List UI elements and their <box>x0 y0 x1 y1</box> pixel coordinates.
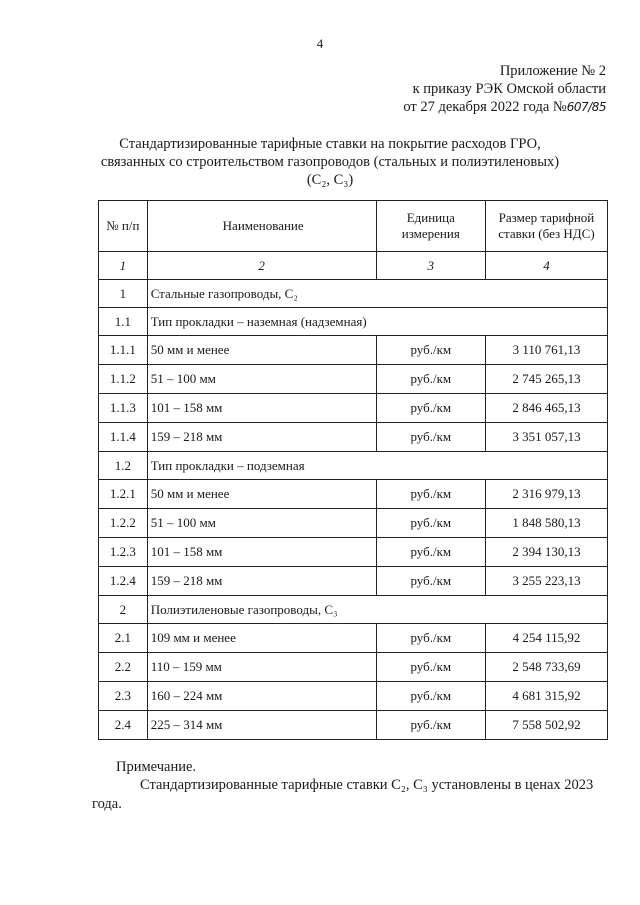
section-row <box>99 596 608 624</box>
row-unit: руб./км <box>376 682 485 711</box>
page-number: 4 <box>316 36 324 51</box>
row-num: 1.1.4 <box>99 423 148 452</box>
row-unit: руб./км <box>376 394 485 423</box>
row-rate: 1 848 580,13 <box>485 509 607 538</box>
tariff-table <box>98 200 608 740</box>
row-unit: руб./км <box>376 624 485 653</box>
row-num: 1.1 <box>99 308 148 336</box>
appendix-line-2: к приказу РЭК Омской области <box>412 81 606 97</box>
row-num: 1.1.1 <box>99 336 148 365</box>
row-num: 2.3 <box>99 682 148 711</box>
row-rate: 2 548 733,69 <box>485 653 607 682</box>
row-num: 1 <box>99 280 148 308</box>
row-name: 159 – 218 мм <box>147 423 376 452</box>
note-text <box>92 776 616 814</box>
header-rate: Размер тарифной ставки (без НДС) <box>485 201 607 252</box>
row-rate: 4 254 115,92 <box>485 624 607 653</box>
header-name: Наименование <box>147 201 376 252</box>
row-rate: 2 745 265,13 <box>485 365 607 394</box>
table-row <box>99 336 608 365</box>
row-unit: руб./км <box>376 509 485 538</box>
row-num: 1.2.3 <box>99 538 148 567</box>
row-unit: руб./км <box>376 365 485 394</box>
table-row <box>99 480 608 509</box>
index-cell: 3 <box>376 252 485 280</box>
index-cell: 1 <box>99 252 148 280</box>
table-row <box>99 509 608 538</box>
row-rate: 3 255 223,13 <box>485 567 607 596</box>
index-cell: 4 <box>485 252 607 280</box>
row-name: 51 – 100 мм <box>147 509 376 538</box>
row-name: 101 – 158 мм <box>147 394 376 423</box>
section-name: Полиэтиленовые газопроводы, С₃ <box>147 596 607 624</box>
row-name: 109 мм и менее <box>147 624 376 653</box>
row-unit: руб./км <box>376 480 485 509</box>
row-rate: 2 316 979,13 <box>485 480 607 509</box>
row-num: 2 <box>99 596 148 624</box>
section-row <box>99 452 608 480</box>
table-row <box>99 682 608 711</box>
row-unit: руб./км <box>376 538 485 567</box>
table-row <box>99 567 608 596</box>
title-line-2: связанных со строительством газопроводов (стальных и полиэтиленовых) <box>100 154 560 170</box>
document-title <box>60 135 600 189</box>
appendix-line-3 <box>403 98 606 116</box>
row-name: 50 мм и менее <box>147 480 376 509</box>
row-num: 2.2 <box>99 653 148 682</box>
row-unit: руб./км <box>376 711 485 740</box>
row-name: 110 – 159 мм <box>147 653 376 682</box>
row-num: 2.1 <box>99 624 148 653</box>
row-unit: руб./км <box>376 653 485 682</box>
row-unit: руб./км <box>376 567 485 596</box>
row-name: 101 – 158 мм <box>147 538 376 567</box>
table-row <box>99 423 608 452</box>
row-name: 160 – 224 мм <box>147 682 376 711</box>
note-text-line-2: года. <box>92 796 122 812</box>
section-name: Тип прокладки – подземная <box>147 452 607 480</box>
row-rate: 2 846 465,13 <box>485 394 607 423</box>
row-rate: 4 681 315,92 <box>485 682 607 711</box>
row-num: 2.4 <box>99 711 148 740</box>
table-row <box>99 538 608 567</box>
row-name: 225 – 314 мм <box>147 711 376 740</box>
header-unit: Единица измерения <box>376 201 485 252</box>
title-line-1: Стандартизированные тарифные ставки на покрытие расходов ГРО, <box>119 136 541 152</box>
row-unit: руб./км <box>376 423 485 452</box>
header-num: № п/п <box>99 201 148 252</box>
appendix-date: от 27 декабря 2022 года № <box>403 99 567 115</box>
row-name: 50 мм и менее <box>147 336 376 365</box>
row-rate: 3 110 761,13 <box>485 336 607 365</box>
row-num: 1.1.2 <box>99 365 148 394</box>
row-rate: 7 558 502,92 <box>485 711 607 740</box>
section-row <box>99 280 608 308</box>
row-unit: руб./км <box>376 336 485 365</box>
table-row <box>99 394 608 423</box>
column-index-row <box>99 252 608 280</box>
row-num: 1.2.1 <box>99 480 148 509</box>
table-row <box>99 365 608 394</box>
appendix-line-1: Приложение № 2 <box>499 63 606 79</box>
table-row <box>99 624 608 653</box>
handwritten-doc-number: 607/85 <box>566 100 606 114</box>
row-num: 1.2 <box>99 452 148 480</box>
table-row <box>99 653 608 682</box>
note-text-line-1: Стандартизированные тарифные ставки С₂, С₃ установлены в ценах 2023 <box>140 777 594 793</box>
row-name: 159 – 218 мм <box>147 567 376 596</box>
appendix-header <box>403 62 606 116</box>
row-num: 1.2.4 <box>99 567 148 596</box>
table-header-row <box>99 201 608 252</box>
index-cell: 2 <box>147 252 376 280</box>
row-num: 1.1.3 <box>99 394 148 423</box>
row-name: 51 – 100 мм <box>147 365 376 394</box>
section-name: Стальные газопроводы, С₂ <box>147 280 607 308</box>
table-row <box>99 711 608 740</box>
row-rate: 2 394 130,13 <box>485 538 607 567</box>
section-row <box>99 308 608 336</box>
row-rate: 3 351 057,13 <box>485 423 607 452</box>
note-heading: Примечание. <box>116 759 197 775</box>
section-name: Тип прокладки – наземная (надземная) <box>147 308 607 336</box>
title-line-3: (С₂, С₃) <box>306 172 354 188</box>
row-num: 1.2.2 <box>99 509 148 538</box>
